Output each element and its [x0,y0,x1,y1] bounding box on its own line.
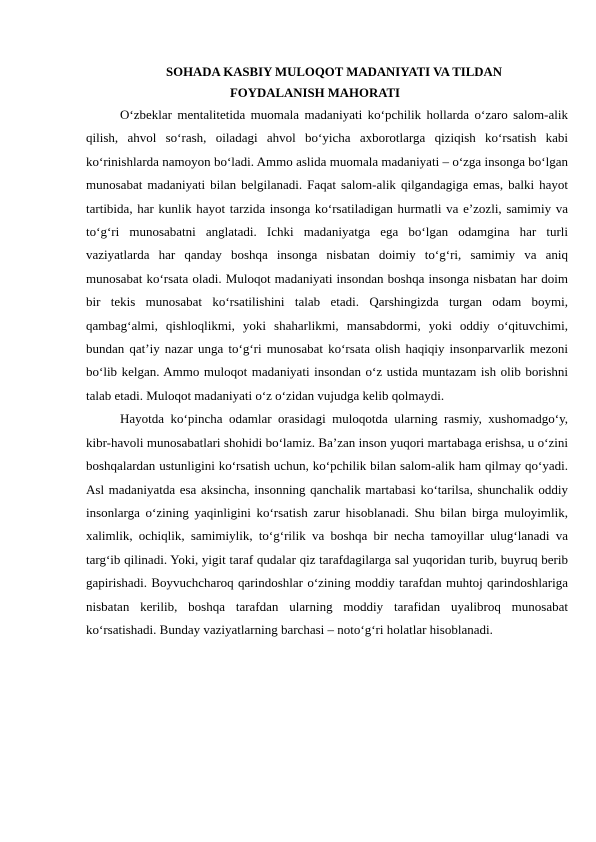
document-body [86,103,568,641]
paragraph: Hayotda ko‘pincha odamlar orasidagi muloqotda ularning rasmiy, xushomadgo‘y, kibr-havoli munosabatlari shohidi bo‘lamiz. Ba’zan inson yuqori martabaga erishsa, u o‘zini boshqalardan ustunligini ko‘rsatish uchun, ko‘pchilik bilan salom-alik ham qilmay qo‘yadi. Asl madaniyatda esa aksincha, insonning qanchalik martabasi ko‘tarilsa, shunchalik oddiy insonlarga o‘zining yaqinligini ko‘rsatish zarur hisoblanadi. Shu bilan birga muloyimlik, xalimlik, ochiqlik, samimiylik, to‘g‘rilik va boshqa bir necha tamoyillar ulug‘lanadi va targ‘ib qilinadi. Yoki, yigit taraf qudalar qiz tarafdagilarga sal yuqoridan turib, buyruq berib gapirishadi. Boyvuchcharoq qarindoshlar o‘zining moddiy tarafdan muhtoj qarindoshlariga nisbatan kerilib, boshqa tarafdan ularning moddiy tarafidan uyalibroq munosabat ko‘rsatishadi. Bunday vaziyatlarning barchasi – noto‘g‘ri holatlar hisoblanadi. [86,411,568,637]
title-line-2: FOYDALANISH MAHORATI [229,86,401,100]
title-line-1: SOHADA KASBIY MULOQOT MADANIYATI VA TILDAN [166,65,502,79]
paragraph: O‘zbeklar mentalitetida muomala madaniyati ko‘pchilik hollarda o‘zaro salom-alik qilish, ahvol so‘rash, oiladagi ahvol bo‘yicha axborotlarga qiziqish ko‘rsatish kabi ko‘rinishlarda namoyon bo‘ladi. Ammo aslida muomala madaniyati – o‘zga insonga bo‘lgan munosabat madaniyati bilan belgilanadi. Faqat salom-alik qilgandagiga emas, balki hayot tartibida, har kunlik hayot tarzida insonga ko‘rsatiladigan hurmatli va e’zozli, samimiy va to‘g‘ri munosabatni anglatadi. Ichki madaniyatga ega bo‘lgan odamgina har turli vaziyatlarda har qanday boshqa insonga nisbatan doimiy to‘g‘ri, samimiy va aniq munosabat ko‘rsata oladi. Muloqot madaniyati insondan boshqa insonga nisbatan har doim bir tekis munosabat ko‘rsatilishini talab etadi. Qarshingizda turgan odam boymi, qambag‘almi, qishloqlikmi, yoki shaharlikmi, mansabdormi, yoki oddiy o‘qituvchimi, bundan qat’iy nazar unga to‘g‘ri munosabat ko‘rsata olish haqiqiy insonparvarlik mezoni bo‘lib kelgan. Ammo muloqot madaniyati insondan o‘z ustida muntazam ish olib borishni talab etadi. Muloqot madaniyati o‘z o‘zidan vujudga kelib qolmaydi. [86,107,568,403]
document-title [86,62,568,104]
